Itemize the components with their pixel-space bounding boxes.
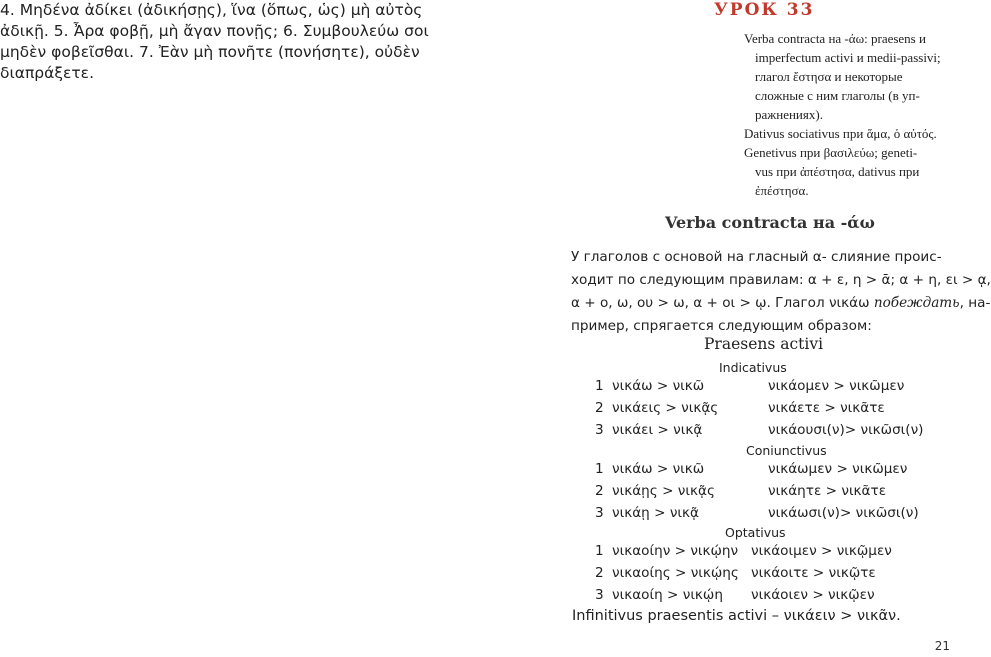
- summary-line: Verba contracta на -άω: praesens и: [744, 31, 926, 46]
- mood-heading: Coniunctivus: [746, 443, 827, 458]
- singular-form: νικάω > νικῶ: [612, 461, 705, 477]
- plural-form: νικάομεν > νικῶμεν: [768, 378, 905, 394]
- summary-line: imperfectum activi и medii-passivi;: [755, 50, 941, 65]
- summary-line: глагол ἔστησα и некоторые: [755, 69, 903, 84]
- intro-line: ходит по следующим правилам: α + ε, η > ᾱ; α + η, ει > ᾳ,: [571, 272, 991, 288]
- intro-line-text: α + ο, ω, ου > ω, α + οι > ῳ. Глагол νικάω: [571, 295, 874, 311]
- singular-form: νικάῃς > νικᾷς: [612, 483, 715, 499]
- plural-form: νικάωμεν > νικῶμεν: [768, 461, 908, 477]
- infinitive-line: Infinitivus praesentis activi – νικάειν > νικᾶν.: [572, 608, 901, 624]
- plural-form: νικάοιμεν > νικῷμεν: [751, 543, 892, 559]
- plural-form: νικάωσι(ν)> νικῶσι(ν): [768, 505, 919, 521]
- person-number: 3: [595, 505, 604, 521]
- singular-form: νικαοίην > νικῴην: [612, 543, 739, 559]
- singular-form: νικαοίη > νικῴη: [612, 587, 723, 603]
- summary-line: Dativus sociativus при ἅμα, ὁ αὐτός.: [744, 126, 937, 141]
- person-number: 1: [595, 543, 604, 559]
- intro-line: пример, спрягается следующим образом:: [571, 318, 872, 334]
- person-number: 1: [595, 461, 604, 477]
- mood-heading: Indicativus: [719, 360, 787, 375]
- exercise-line: μηδὲν φοβεῖσθαι. 7. Ἐὰν μὴ πονῆτε (πονήσητε), οὐδὲν: [0, 43, 420, 61]
- summary-line: сложные с ним глаголы (в уп-: [755, 88, 920, 103]
- person-number: 3: [595, 587, 604, 603]
- paradigm-row: [595, 400, 965, 422]
- singular-form: νικάω > νικῶ: [612, 378, 705, 394]
- summary-line: Genetivus при βασιλεύω; geneti-: [744, 145, 918, 160]
- singular-form: νικάεις > νικᾷς: [612, 400, 719, 416]
- person-number: 1: [595, 378, 604, 394]
- person-number: 2: [595, 400, 604, 416]
- paradigm-row: [595, 565, 965, 587]
- singular-form: νικάει > νικᾷ: [612, 422, 703, 438]
- singular-form: νικάῃ > νικᾷ: [612, 505, 699, 521]
- intro-line: У глаголов с основой на гласный α- слияние проис-: [571, 249, 942, 265]
- person-number: 2: [595, 565, 604, 581]
- section-title: Verba contracta на -άω: [665, 213, 875, 232]
- plural-form: νικάητε > νικᾶτε: [768, 483, 887, 499]
- lesson-title: УРОК 33: [714, 0, 815, 20]
- summary-line: ἐπέστησα.: [755, 183, 809, 198]
- exercise-line: ἀδικῇ. 5. Ἆρα φοβῇ, μὴ ἄγαν πονῇς; 6. Συμβουλεύω σοι: [0, 22, 429, 40]
- person-number: 2: [595, 483, 604, 499]
- page-number: 21: [934, 639, 950, 653]
- paradigm-row: [595, 378, 965, 400]
- person-number: 3: [595, 422, 604, 438]
- plural-form: νικάοιεν > νικῷεν: [751, 587, 875, 603]
- paradigm-row: [595, 461, 965, 483]
- intro-line-end: , на-: [959, 295, 991, 311]
- exercise-continuation: [0, 0, 429, 84]
- plural-form: νικάουσι(ν)> νικῶσι(ν): [768, 422, 924, 438]
- paradigm-row: [595, 483, 965, 505]
- plural-form: νικάετε > νικᾶτε: [768, 400, 885, 416]
- singular-form: νικαοίης > νικῴης: [612, 565, 739, 581]
- summary-line: vus при ἀπέστησα, dativus при: [755, 164, 920, 179]
- section-intro: [571, 246, 991, 338]
- verb-meaning: побеждать: [873, 295, 960, 311]
- paradigm-row: [595, 587, 965, 609]
- intro-line: [571, 292, 991, 315]
- lesson-summary: [744, 29, 959, 200]
- paradigm-title: Praesens activi: [704, 335, 824, 353]
- paradigm-row: [595, 543, 965, 565]
- exercise-line: 4. Μηδένα ἀδίκει (ἀδικήσῃς), ἵνα (ὅπως, ὡς) μὴ αὐτὸς: [0, 1, 423, 19]
- summary-line: ражнениях).: [755, 107, 823, 122]
- plural-form: νικάοιτε > νικῷτε: [751, 565, 876, 581]
- paradigm-row: [595, 422, 965, 444]
- mood-heading: Optativus: [725, 525, 786, 540]
- exercise-line: διαπράξετε.: [0, 64, 94, 82]
- paradigm-row: [595, 505, 965, 527]
